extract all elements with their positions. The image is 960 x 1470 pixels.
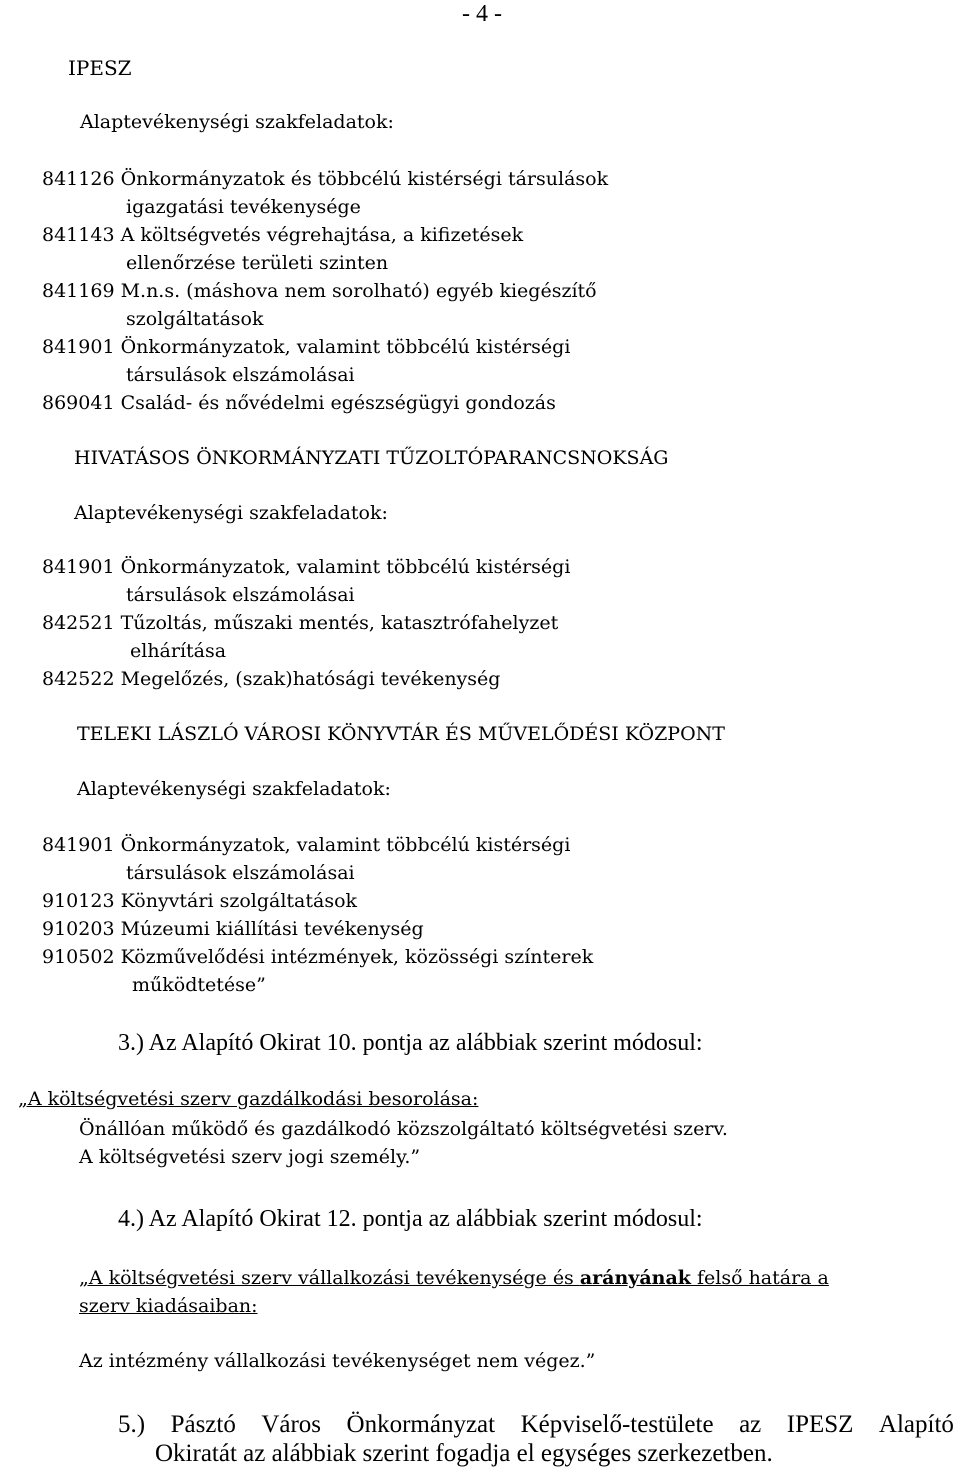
list-item: 910502 Közművelődési intézmények, közösségi színterek — [42, 946, 594, 968]
section3-line2: A költségvetési szerv jogi személy.” — [79, 1146, 421, 1168]
section5-line1: 5.) Pásztó Város Önkormányzat Képviselő-testülete az IPESZ Alapító — [118, 1411, 954, 1438]
konyvtar-title: TELEKI LÁSZLÓ VÁROSI KÖNYVTÁR ÉS MŰVELŐDÉSI KÖZPONT — [77, 723, 725, 745]
list-item-continuation: társulások elszámolásai — [126, 584, 355, 606]
section3-quote-title: „A költségvetési szerv gazdálkodási besorolása: — [18, 1088, 479, 1110]
ipesz-title: IPESZ — [68, 56, 132, 80]
section4-text: Az intézmény vállalkozási tevékenységet nem végez.” — [79, 1350, 596, 1372]
list-item: 841901 Önkormányzatok, valamint többcélú kistérségi — [42, 556, 571, 578]
list-item: 841901 Önkormányzatok, valamint többcélú kistérségi — [42, 834, 571, 856]
list-item-continuation: működtetése” — [132, 974, 266, 996]
section4-quote-line2: szerv kiadásaiban: — [79, 1295, 258, 1317]
list-item: 842521 Tűzoltás, műszaki mentés, katasztrófahelyzet — [42, 612, 559, 634]
konyvtar-subtitle: Alaptevékenységi szakfeladatok: — [77, 778, 391, 800]
ipesz-subtitle: Alaptevékenységi szakfeladatok: — [80, 111, 394, 133]
section4-quote-bold: arányának — [579, 1267, 691, 1289]
section3-line1: Önállóan működő és gazdálkodó közszolgáltató költségvetési szerv. — [79, 1118, 728, 1140]
list-item-continuation: ellenőrzése területi szinten — [126, 252, 389, 274]
list-item: 910123 Könyvtári szolgáltatások — [42, 890, 358, 912]
list-item: 842522 Megelőzés, (szak)hatósági tevékenység — [42, 668, 501, 690]
tuzolto-subtitle: Alaptevékenységi szakfeladatok: — [74, 502, 388, 524]
section4-heading: 4.) Az Alapító Okirat 12. pontja az alábbiak szerint módosul: — [118, 1206, 703, 1232]
section4-quote-line1: „A költségvetési szerv vállalkozási tevékenysége és arányának felső határa a — [79, 1267, 829, 1289]
list-item: 841169 M.n.s. (máshova nem sorolható) egyéb kiegészítő — [42, 280, 597, 302]
list-item-continuation: szolgáltatások — [126, 308, 264, 330]
list-item: 910203 Múzeumi kiállítási tevékenység — [42, 918, 424, 940]
section5-line2: Okiratát az alábbiak szerint fogadja el egységes szerkezetben. — [155, 1440, 773, 1467]
page-number: - 4 - — [462, 1, 502, 27]
section3-heading: 3.) Az Alapító Okirat 10. pontja az alábbiak szerint módosul: — [118, 1030, 703, 1056]
list-item-continuation: igazgatási tevékenysége — [126, 196, 361, 218]
list-item-continuation: társulások elszámolásai — [126, 364, 355, 386]
list-item: 841126 Önkormányzatok és többcélú kistérségi társulások — [42, 168, 609, 190]
list-item-continuation: elhárítása — [130, 640, 227, 662]
list-item: 841901 Önkormányzatok, valamint többcélú kistérségi — [42, 336, 571, 358]
list-item: 841143 A költségvetés végrehajtása, a kifizetések — [42, 224, 524, 246]
list-item: 869041 Család- és nővédelmi egészségügyi gondozás — [42, 392, 556, 414]
list-item-continuation: társulások elszámolásai — [126, 862, 355, 884]
tuzolto-title: HIVATÁSOS ÖNKORMÁNYZATI TŰZOLTÓPARANCSNOKSÁG — [74, 447, 669, 469]
